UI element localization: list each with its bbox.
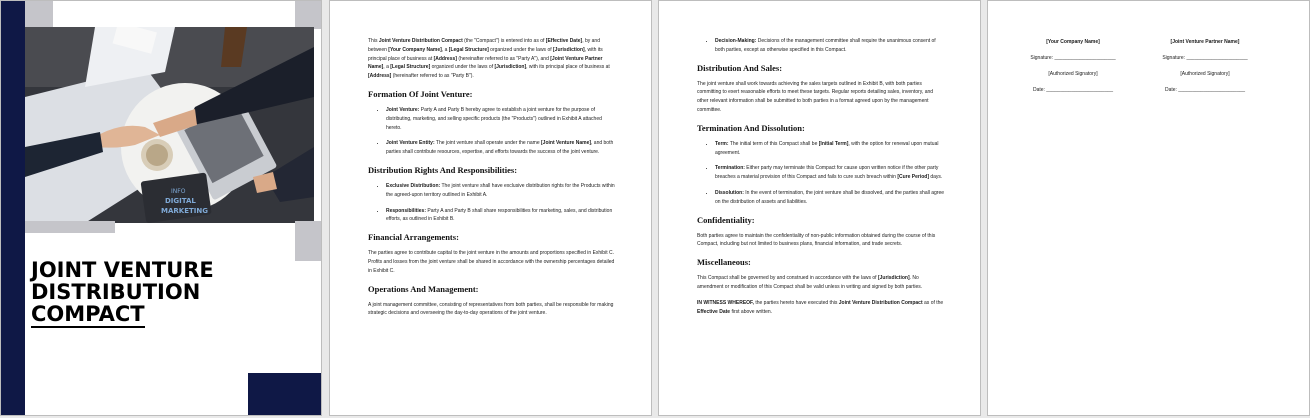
cover-photo-handshake xyxy=(25,27,314,223)
heading-financial: Financial Arrangements: xyxy=(368,232,459,243)
navy-side-bar xyxy=(1,1,25,416)
cover-page xyxy=(0,0,322,416)
signature-block-party-a xyxy=(1008,39,1138,103)
photo-sign-info: INFO xyxy=(171,188,186,195)
intro-paragraph: This Joint Venture Distribution Compact (the "Compact") is entered into as of [Effective Date], by and between [Your Company Name], a [Legal Structure] organized under the laws of [Jurisdiction], with its principal place of business at [Address] (hereinafter referred to as "Party A"), and [Joint Venture Partner Name], a [Legal Structure] organized under the laws of [Jurisdiction], with its principal place of business at [Address] (hereinafter referred to as "Party B"). xyxy=(368,38,610,80)
rights-list xyxy=(368,182,615,224)
miscellaneous-paragraph: This Compact shall be governed by and construed in accordance with the laws of [Jurisdiction]. No amendment or modification of this Compact shall be valid unless in writing and signed by both parties. xyxy=(697,275,923,290)
party-a-date-line: Date: ________________________ xyxy=(1032,87,1114,93)
confidentiality-paragraph: Both parties agree to maintain the confidentiality of non-public information obtained during the course of this Compact, including but not limited to business plans, financial information, and trade secrets. xyxy=(697,232,936,248)
list-item: • Termination: Either party may terminate this Compact for cause upon written notice if the other party breaches a material provision of this Compact and fails to cure such breach within [Cure Period] days. xyxy=(715,164,944,182)
signature-block-party-b xyxy=(1140,39,1270,103)
list-item: • Term: The initial term of this Compact shall be [Initial Term], with the option for renewal upon mutual agreement. xyxy=(715,140,944,158)
cover-title-line-2: DISTRIBUTION xyxy=(31,280,201,304)
document-page-2 xyxy=(329,0,652,416)
grey-accent-bottom-right xyxy=(295,221,322,261)
grey-accent-bottom-left xyxy=(25,221,115,233)
list-item: • Responsibilities: Party A and Party B shall share responsibilities for marketing, sales, and distribution efforts, as outlined in Exhibit B. xyxy=(386,207,615,225)
formation-list xyxy=(368,106,615,157)
party-b-date-line: Date: ________________________ xyxy=(1164,87,1246,93)
document-page-3 xyxy=(658,0,981,416)
heading-distribution-sales: Distribution And Sales: xyxy=(697,62,783,73)
photo-sign-digital: DIGITAL xyxy=(165,197,196,205)
list-item: • Decision-Making: Decisions of the management committee shall require the unanimous consent of both parties, except as otherwise specified in this Compact. xyxy=(715,37,944,55)
party-a-name: [Your Company Name] xyxy=(1046,39,1100,45)
handshake-photo-illustration xyxy=(25,27,314,223)
cover-title xyxy=(31,259,281,328)
distribution-paragraph: The joint venture shall work towards achieving the sales targets outlined in Exhibit B, with both parties committing to exert reasonable efforts to meet these targets. Regular reports detailing sales, inventory, and other relevant information shall be submitted to both parties in a format agreed upon by the management committee. xyxy=(697,80,934,113)
witness-paragraph: IN WITNESS WHEREOF, the parties hereto have executed this Joint Venture Distribution Compact as of the Effective Date first above written. xyxy=(697,299,944,315)
decision-list xyxy=(697,37,944,55)
list-item: • Exclusive Distribution: The joint venture shall have exclusive distribution rights for the Products within the agreed-upon territory outlined in Exhibit A. xyxy=(386,182,615,200)
heading-termination: Termination And Dissolution: xyxy=(697,122,805,133)
party-a-signatory: [Authorized Signatory] xyxy=(1048,71,1098,77)
termination-list xyxy=(697,140,944,207)
cover-title-line-1: JOINT VENTURE xyxy=(31,258,214,282)
grey-accent-top-right xyxy=(295,1,322,29)
heading-formation: Formation Of Joint Venture: xyxy=(368,88,473,99)
party-b-name: [Joint Venture Partner Name] xyxy=(1170,39,1240,45)
heading-confidentiality: Confidentiality: xyxy=(697,214,755,225)
party-b-signatory: [Authorized Signatory] xyxy=(1180,71,1230,77)
grey-accent-top-left xyxy=(25,1,53,29)
photo-sign-marketing: MARKETING xyxy=(161,207,208,215)
financial-paragraph: The parties agree to contribute capital to the joint venture in the amounts and proportions specified in Exhibit C. Profits and losses from the joint venture shall be shared in accordance with the ownership percentages detailed in Exhibit C. xyxy=(368,250,615,274)
heading-operations: Operations And Management: xyxy=(368,283,479,294)
list-item: • Dissolution: In the event of termination, the joint venture shall be dissolved, and the parties shall agree on the distribution of assets and liabilities. xyxy=(715,189,944,207)
heading-miscellaneous: Miscellaneous: xyxy=(697,257,751,268)
party-b-signature-line: Signature: ______________________ xyxy=(1162,55,1248,61)
cover-title-line-3: COMPACT xyxy=(31,302,145,326)
navy-accent-bottom-right xyxy=(248,373,322,416)
operations-paragraph: A joint management committee, consisting of representatives from both parties, shall be responsible for making strategic decisions and overseeing the day-to-day operations of the joint venture. xyxy=(368,301,614,317)
heading-distribution-rights: Distribution Rights And Responsibilities: xyxy=(368,164,518,175)
list-item: • Joint Venture Entity: The joint venture shall operate under the name [Joint Venture Name], and both parties shall contribute resources, expertise, and efforts towards the success of the joint venture. xyxy=(386,139,615,157)
list-item: • Joint Venture: Party A and Party B hereby agree to establish a joint venture for the purpose of distributing, marketing, and selling specific products (the "Products") outlined in Exhibit A attached hereto. xyxy=(386,106,615,132)
signature-page xyxy=(987,0,1310,416)
party-a-signature-line: Signature: ______________________ xyxy=(1030,55,1116,61)
